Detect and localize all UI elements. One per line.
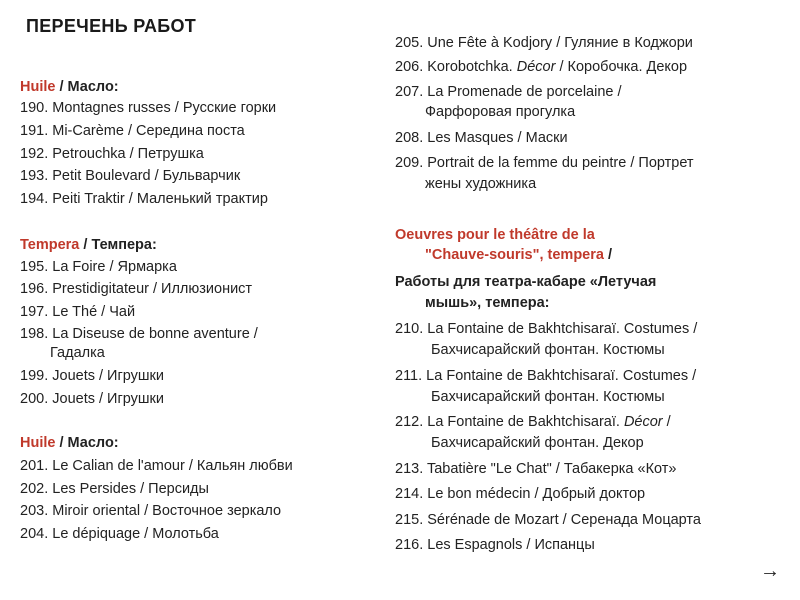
heading-ru: / Масло:: [55, 435, 119, 451]
list-item: [395, 413, 671, 431]
list-item: 213. Tabatière "Le Chat" / Табакерка «Кот»: [395, 461, 677, 477]
next-arrow-icon[interactable]: →: [760, 560, 780, 582]
item-text: / Коробочка. Декор: [555, 59, 688, 75]
list-item: 208. Les Masques / Маски: [395, 130, 568, 146]
list-item-continuation: Фарфоровая прогулка: [425, 104, 576, 120]
heading-fr: "Chauve-souris", tempera: [425, 247, 604, 263]
list-item: 196. Prestidigitateur / Иллюзионист: [20, 281, 253, 297]
section-heading: [20, 78, 119, 96]
item-italic: Décor: [623, 414, 663, 430]
heading-fr: Huile: [20, 79, 56, 95]
list-item: 194. Peiti Traktir / Маленький трактир: [20, 191, 268, 207]
list-item: 204. Le dépiquage / Молотьба: [20, 526, 219, 542]
heading-ru: / Темпера:: [79, 237, 157, 253]
list-item: 203. Miroir oriental / Восточное зеркало: [20, 503, 282, 519]
heading-fr: Huile: [20, 435, 56, 451]
list-item: 199. Jouets / Игрушки: [20, 368, 164, 384]
theatre-heading-fr-2: [395, 246, 612, 264]
list-item: 200. Jouets / Игрушки: [20, 391, 164, 407]
list-item-continuation: Бахчисарайский фонтан. Костюмы: [431, 342, 665, 358]
list-item: 211. La Fontaine de Bakhtchisaraï. Costumes /: [395, 368, 697, 384]
list-item: 209. Portrait de la femme du peintre / Портрет: [395, 155, 694, 171]
theatre-heading-ru-2: мышь», темпера:: [425, 295, 550, 311]
item-text: /: [662, 414, 671, 430]
theatre-heading-ru: Работы для театра-кабаре «Летучая: [395, 274, 657, 290]
list-item: 192. Petrouchka / Петрушка: [20, 146, 204, 162]
list-item: 205. Une Fête à Kodjory / Гуляние в Коджори: [395, 35, 693, 51]
list-item: 207. La Promenade de porcelaine /: [395, 84, 622, 100]
item-text: 206. Korobotchka.: [395, 59, 517, 75]
page-title: ПЕРЕЧЕНЬ РАБОТ: [26, 16, 197, 36]
heading-sep: /: [603, 247, 613, 263]
list-item: 214. Le bon médecin / Добрый доктор: [395, 486, 646, 502]
item-text: 212. La Fontaine de Bakhtchisaraï.: [395, 414, 624, 430]
list-item: 201. Le Calian de l'amour / Кальян любви: [20, 458, 293, 474]
section-heading: [20, 236, 157, 254]
list-item: 210. La Fontaine de Bakhtchisaraï. Costumes /: [395, 321, 698, 337]
theatre-heading-fr: Oeuvres pour le théâtre de la: [395, 227, 595, 243]
list-item: 202. Les Persides / Персиды: [20, 481, 209, 497]
heading-ru: / Масло:: [55, 79, 119, 95]
list-item: 191. Mi-Carème / Середина поста: [20, 123, 245, 139]
list-item-continuation: Бахчисарайский фонтан. Декор: [431, 435, 644, 451]
list-item: 198. La Diseuse de bonne aventure /: [20, 326, 258, 342]
heading-fr: Tempera: [20, 237, 80, 253]
list-item: 215. Sérénade de Mozart / Серенада Моцарта: [395, 512, 701, 528]
list-item-continuation: жены художника: [425, 176, 537, 192]
section-heading: [20, 434, 119, 452]
list-item: 195. La Foire / Ярмарка: [20, 259, 177, 275]
item-italic: Décor: [516, 59, 556, 75]
list-item: 197. Le Thé / Чай: [20, 304, 136, 320]
list-item: [395, 58, 687, 76]
list-item-continuation: Гадалка: [50, 345, 105, 361]
list-item-continuation: Бахчисарайский фонтан. Костюмы: [431, 389, 665, 405]
list-item: 216. Les Espagnols / Испанцы: [395, 537, 595, 553]
list-item: 193. Petit Boulevard / Бульварчик: [20, 168, 241, 184]
list-item: 190. Montagnes russes / Русские горки: [20, 100, 277, 116]
